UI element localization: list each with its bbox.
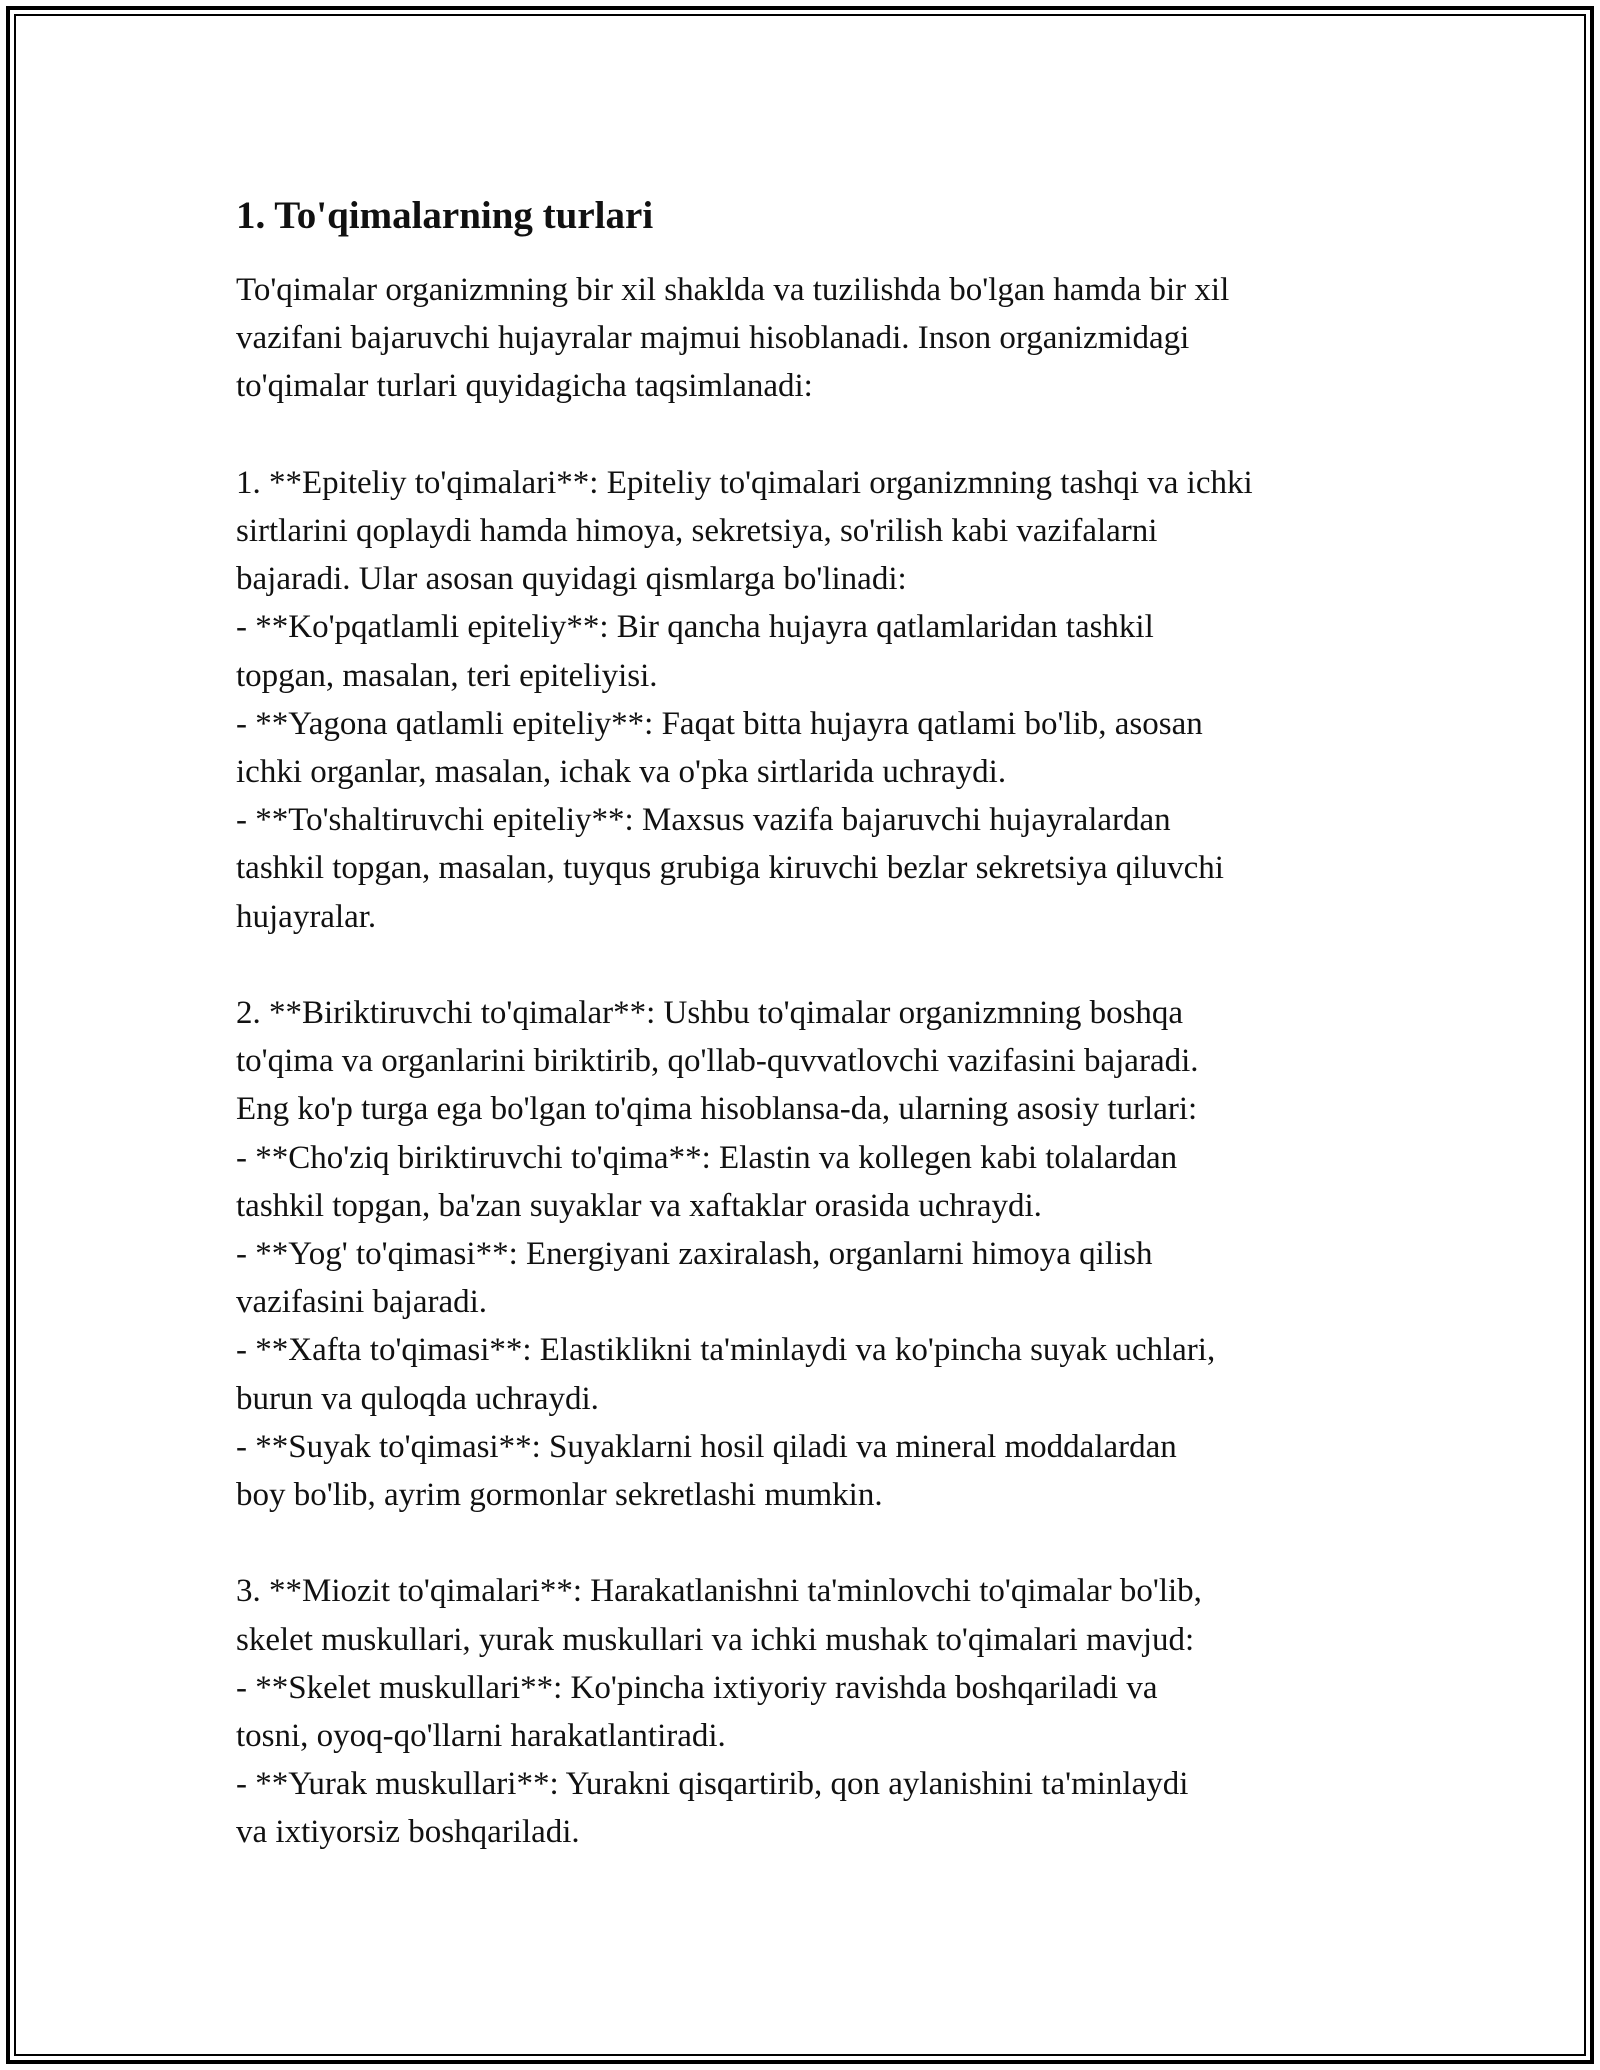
connective-tissue-section: 2. **Biriktiruvchi to'qimalar**: Ushbu to'qimalar organizmning boshqa to'qima va organlarini biriktirib, qo'llab-quvvatlovchi vazifasini bajaradi. Eng ko'p turga ega bo'lgan to'qima hisoblansa-da, ularning asosiy turlari: - **Cho'ziq biriktiruvchi to'qima**: Elastin va kollegen kabi tolalardan tashkil topgan, ba'zan suyaklar va xaftaklar orasida uchraydi. - **Yog' to'qimasi**: Energiyani zaxiralash, organlarni himoya qilish vazifasini bajaradi. - **Xafta to'qimasi**: Elastiklikni ta'minlaydi va ko'pincha suyak uchlari, burun va quloqda uchraydi. - **Suyak to'qimasi**: Suyaklarni hosil qiladi va mineral moddalardan boy bo'lib, ayrim gormonlar sekretlashi mumkin. — [236, 995, 1216, 1514]
section-heading: 1. To'qimalarning turlari — [236, 194, 654, 237]
document-body — [236, 186, 1396, 1857]
paragraph-spacer — [236, 411, 1396, 459]
paragraph-spacer — [236, 941, 1396, 989]
epithelial-tissue-section: 1. **Epiteliy to'qimalari**: Epiteliy to'qimalari organizmning tashqi va ichki sirtlarini qoplaydi hamda himoya, sekretsiya, so'rilish kabi vazifalarni bajaradi. Ular asosan quyidagi qismlarga bo'linadi: - **Ko'pqatlamli epiteliy**: Bir qancha hujayra qatlamlaridan tashkil topgan, masalan, teri epiteliyisi. - **Yagona qatlamli epiteliy**: Faqat bitta hujayra qatlami bo'lib, asosan ichki organlar, masalan, ichak va o'pka sirtlarida uchraydi. - **To'shaltiruvchi epiteliy**: Maxsus vazifa bajaruvchi hujayralardan tashkil topgan, masalan, tuyqus grubiga kiruvchi bezlar sekretsiya qiluvchi hujayralar. — [236, 464, 1253, 935]
paragraph-spacer — [236, 1519, 1396, 1567]
muscle-tissue-section: 3. **Miozit to'qimalari**: Harakatlanishni ta'minlovchi to'qimalar bo'lib, skelet muskullari, yurak muskullari va ichki mushak to'qimalari mavjud: - **Skelet muskullari**: Ko'pincha ixtiyoriy ravishda boshqariladi va tosni, oyoq-qo'llarni harakatlantiradi. - **Yurak muskullari**: Yurakni qisqartirib, qon aylanishini ta'minlaydi va ixtiyorsiz boshqariladi. — [236, 1573, 1202, 1851]
intro-paragraph: To'qimalar organizmning bir xil shaklda va tuzilishda bo'lgan hamda bir xil vazifani bajaruvchi hujayralar majmui hisoblanadi. Inson organizmidagi to'qimalar turlari quyidagicha taqsimlanadi: — [236, 272, 1230, 405]
